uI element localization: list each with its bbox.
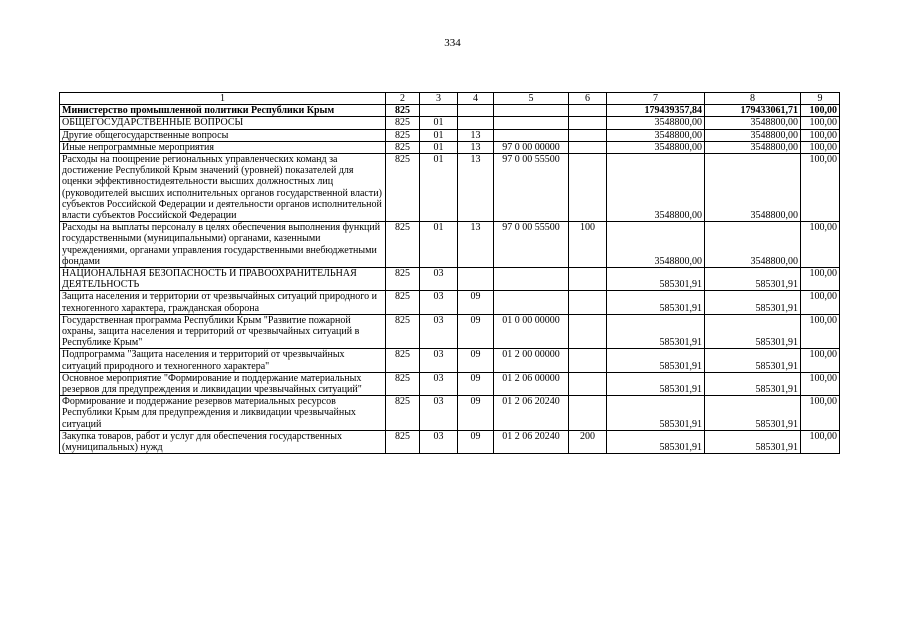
table-row bbox=[60, 268, 840, 291]
target-article-cell bbox=[494, 291, 569, 314]
section-code-cell: 03 bbox=[420, 430, 458, 453]
table-row bbox=[60, 129, 840, 141]
execution-percent-cell: 100,00 bbox=[801, 105, 840, 117]
execution-percent-cell: 100,00 bbox=[801, 291, 840, 314]
expense-type-cell bbox=[569, 268, 607, 291]
table-row bbox=[60, 291, 840, 314]
executed-amount-cell: 585301,91 bbox=[705, 291, 801, 314]
executed-amount-cell: 585301,91 bbox=[705, 396, 801, 431]
execution-percent-cell: 100,00 bbox=[801, 430, 840, 453]
section-code-cell: 03 bbox=[420, 314, 458, 349]
row-name-cell: Защита населения и территории от чрезвычайных ситуаций природного и техногенного характера, гражданская оборона bbox=[60, 291, 386, 314]
target-article-cell: 01 2 06 20240 bbox=[494, 430, 569, 453]
expense-type-cell bbox=[569, 154, 607, 222]
execution-percent-cell: 100,00 bbox=[801, 372, 840, 395]
subsection-code-cell bbox=[458, 105, 494, 117]
expense-type-cell bbox=[569, 372, 607, 395]
row-name-cell: Другие общегосударственные вопросы bbox=[60, 129, 386, 141]
target-article-cell bbox=[494, 129, 569, 141]
subsection-code-cell: 09 bbox=[458, 372, 494, 395]
header-cell: 6 bbox=[569, 93, 607, 105]
subsection-code-cell bbox=[458, 117, 494, 129]
table-row bbox=[60, 105, 840, 117]
expense-type-cell bbox=[569, 129, 607, 141]
row-name-cell: Иные непрограммные мероприятия bbox=[60, 141, 386, 153]
table-row bbox=[60, 396, 840, 431]
page-number: 334 bbox=[444, 37, 461, 49]
target-article-cell: 01 2 00 00000 bbox=[494, 349, 569, 372]
approved-amount-cell: 585301,91 bbox=[607, 349, 705, 372]
header-cell: 1 bbox=[60, 93, 386, 105]
executed-amount-cell: 179433061,71 bbox=[705, 105, 801, 117]
execution-percent-cell: 100,00 bbox=[801, 314, 840, 349]
target-article-cell: 01 2 06 00000 bbox=[494, 372, 569, 395]
target-article-cell bbox=[494, 268, 569, 291]
executed-amount-cell: 585301,91 bbox=[705, 430, 801, 453]
table-row bbox=[60, 372, 840, 395]
table-row bbox=[60, 117, 840, 129]
execution-percent-cell: 100,00 bbox=[801, 117, 840, 129]
section-code-cell: 01 bbox=[420, 141, 458, 153]
row-name-cell: Закупка товаров, работ и услуг для обеспечения государственных (муниципальных) нужд bbox=[60, 430, 386, 453]
subsection-code-cell: 13 bbox=[458, 129, 494, 141]
expense-type-cell bbox=[569, 291, 607, 314]
executed-amount-cell: 3548800,00 bbox=[705, 129, 801, 141]
approved-amount-cell: 3548800,00 bbox=[607, 129, 705, 141]
subsection-code-cell: 09 bbox=[458, 314, 494, 349]
target-article-cell: 97 0 00 55500 bbox=[494, 154, 569, 222]
row-name-cell: НАЦИОНАЛЬНАЯ БЕЗОПАСНОСТЬ И ПРАВООХРАНИТЕЛЬНАЯ ДЕЯТЕЛЬНОСТЬ bbox=[60, 268, 386, 291]
row-name-cell: Основное мероприятие "Формирование и поддержание материальных резервов для предупреждения и ликвидации чрезвычайных ситуаций" bbox=[60, 372, 386, 395]
subsection-code-cell: 13 bbox=[458, 154, 494, 222]
chapter-code-cell: 825 bbox=[386, 349, 420, 372]
target-article-cell bbox=[494, 105, 569, 117]
execution-percent-cell: 100,00 bbox=[801, 129, 840, 141]
subsection-code-cell bbox=[458, 268, 494, 291]
executed-amount-cell: 585301,91 bbox=[705, 349, 801, 372]
row-name-cell: Расходы на выплаты персоналу в целях обеспечения выполнения функций государственными (муниципальными) органами, казенными учреждениями, органами управления государственными внебюджетными фондами bbox=[60, 222, 386, 268]
target-article-cell: 01 0 00 00000 bbox=[494, 314, 569, 349]
table-row bbox=[60, 154, 840, 222]
row-name-cell: Расходы на поощрение региональных управленческих команд за достижение Республикой Крым значений (уровней) показателей для оценки эффективностидеятельности высших должностных лиц (руководителей высших исполнительных органов государственной власти) субъектов Российской Федерации и деятельности органов исполнительной власти субъектов Российской Федерации bbox=[60, 154, 386, 222]
table-row bbox=[60, 430, 840, 453]
execution-percent-cell: 100,00 bbox=[801, 349, 840, 372]
expense-type-cell bbox=[569, 105, 607, 117]
approved-amount-cell: 585301,91 bbox=[607, 268, 705, 291]
table-row bbox=[60, 222, 840, 268]
approved-amount-cell: 3548800,00 bbox=[607, 117, 705, 129]
expense-type-cell: 200 bbox=[569, 430, 607, 453]
approved-amount-cell: 585301,91 bbox=[607, 291, 705, 314]
subsection-code-cell: 09 bbox=[458, 349, 494, 372]
section-code-cell: 03 bbox=[420, 268, 458, 291]
approved-amount-cell: 179439357,84 bbox=[607, 105, 705, 117]
section-code-cell: 01 bbox=[420, 154, 458, 222]
header-cell: 5 bbox=[494, 93, 569, 105]
expense-type-cell bbox=[569, 396, 607, 431]
section-code-cell bbox=[420, 105, 458, 117]
approved-amount-cell: 3548800,00 bbox=[607, 154, 705, 222]
chapter-code-cell: 825 bbox=[386, 291, 420, 314]
header-row bbox=[60, 93, 840, 105]
approved-amount-cell: 585301,91 bbox=[607, 314, 705, 349]
chapter-code-cell: 825 bbox=[386, 268, 420, 291]
section-code-cell: 03 bbox=[420, 372, 458, 395]
row-name-cell: Подпрограмма "Защита населения и территорий от чрезвычайных ситуаций природного и техногенного характера" bbox=[60, 349, 386, 372]
executed-amount-cell: 585301,91 bbox=[705, 314, 801, 349]
table-row bbox=[60, 141, 840, 153]
header-cell: 2 bbox=[386, 93, 420, 105]
execution-percent-cell: 100,00 bbox=[801, 154, 840, 222]
approved-amount-cell: 585301,91 bbox=[607, 372, 705, 395]
execution-percent-cell: 100,00 bbox=[801, 268, 840, 291]
chapter-code-cell: 825 bbox=[386, 105, 420, 117]
expense-type-cell: 100 bbox=[569, 222, 607, 268]
table-row bbox=[60, 349, 840, 372]
executed-amount-cell: 585301,91 bbox=[705, 268, 801, 291]
executed-amount-cell: 3548800,00 bbox=[705, 222, 801, 268]
approved-amount-cell: 3548800,00 bbox=[607, 141, 705, 153]
subsection-code-cell: 09 bbox=[458, 291, 494, 314]
executed-amount-cell: 3548800,00 bbox=[705, 117, 801, 129]
executed-amount-cell: 585301,91 bbox=[705, 372, 801, 395]
chapter-code-cell: 825 bbox=[386, 141, 420, 153]
target-article-cell bbox=[494, 117, 569, 129]
subsection-code-cell: 09 bbox=[458, 396, 494, 431]
chapter-code-cell: 825 bbox=[386, 314, 420, 349]
section-code-cell: 01 bbox=[420, 129, 458, 141]
subsection-code-cell: 13 bbox=[458, 141, 494, 153]
section-code-cell: 03 bbox=[420, 396, 458, 431]
target-article-cell: 97 0 00 55500 bbox=[494, 222, 569, 268]
section-code-cell: 01 bbox=[420, 222, 458, 268]
target-article-cell: 97 0 00 00000 bbox=[494, 141, 569, 153]
table-row bbox=[60, 314, 840, 349]
target-article-cell: 01 2 06 20240 bbox=[494, 396, 569, 431]
header-cell: 8 bbox=[705, 93, 801, 105]
subsection-code-cell: 13 bbox=[458, 222, 494, 268]
row-name-cell: ОБЩЕГОСУДАРСТВЕННЫЕ ВОПРОСЫ bbox=[60, 117, 386, 129]
header-cell: 4 bbox=[458, 93, 494, 105]
section-code-cell: 03 bbox=[420, 349, 458, 372]
execution-percent-cell: 100,00 bbox=[801, 222, 840, 268]
approved-amount-cell: 585301,91 bbox=[607, 396, 705, 431]
subsection-code-cell: 09 bbox=[458, 430, 494, 453]
chapter-code-cell: 825 bbox=[386, 396, 420, 431]
executed-amount-cell: 3548800,00 bbox=[705, 154, 801, 222]
chapter-code-cell: 825 bbox=[386, 372, 420, 395]
approved-amount-cell: 585301,91 bbox=[607, 430, 705, 453]
execution-percent-cell: 100,00 bbox=[801, 141, 840, 153]
chapter-code-cell: 825 bbox=[386, 129, 420, 141]
header-cell: 9 bbox=[801, 93, 840, 105]
executed-amount-cell: 3548800,00 bbox=[705, 141, 801, 153]
expense-type-cell bbox=[569, 349, 607, 372]
section-code-cell: 03 bbox=[420, 291, 458, 314]
chapter-code-cell: 825 bbox=[386, 117, 420, 129]
row-name-cell: Государственная программа Республики Крым "Развитие пожарной охраны, защита населения и территорий от чрезвычайных ситуаций в Республике Крым" bbox=[60, 314, 386, 349]
budget-table bbox=[59, 92, 840, 454]
chapter-code-cell: 825 bbox=[386, 430, 420, 453]
expense-type-cell bbox=[569, 314, 607, 349]
section-code-cell: 01 bbox=[420, 117, 458, 129]
chapter-code-cell: 825 bbox=[386, 154, 420, 222]
expense-type-cell bbox=[569, 117, 607, 129]
row-name-cell: Формирование и поддержание резервов материальных ресурсов Республики Крым для предупреждения и ликвидации чрезвычайных ситуаций bbox=[60, 396, 386, 431]
header-cell: 7 bbox=[607, 93, 705, 105]
expense-type-cell bbox=[569, 141, 607, 153]
execution-percent-cell: 100,00 bbox=[801, 396, 840, 431]
chapter-code-cell: 825 bbox=[386, 222, 420, 268]
row-name-cell: Министерство промышленной политики Республики Крым bbox=[60, 105, 386, 117]
header-cell: 3 bbox=[420, 93, 458, 105]
approved-amount-cell: 3548800,00 bbox=[607, 222, 705, 268]
